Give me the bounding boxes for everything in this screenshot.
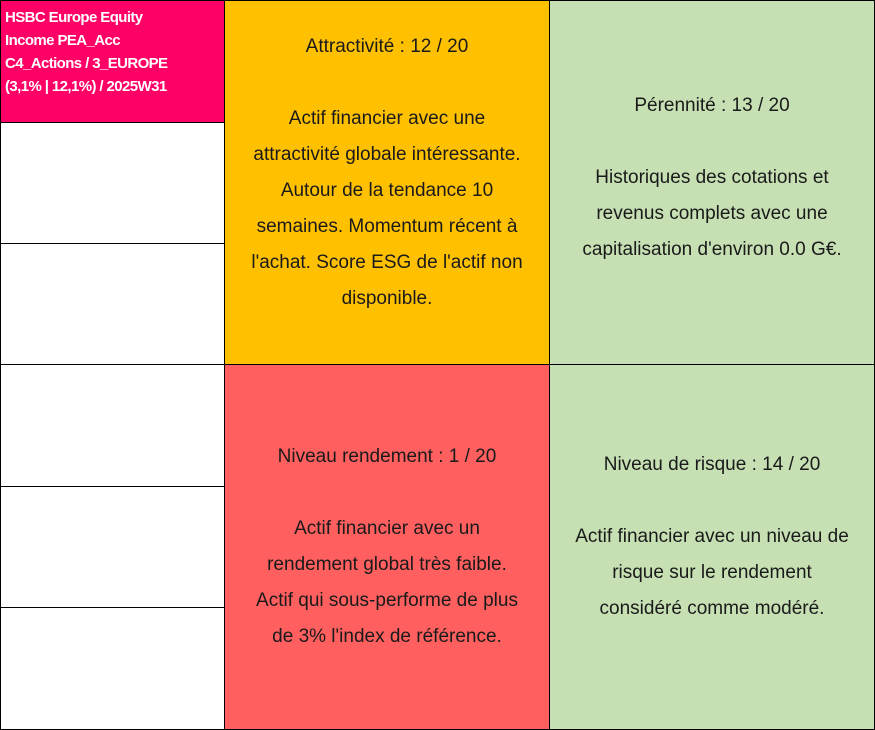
risque-card	[549, 364, 875, 730]
risque-description	[575, 519, 849, 627]
attractivite-title: Attractivité : 12 / 20	[305, 35, 469, 57]
blank-cell-5	[0, 607, 225, 730]
attractivite-line: Actif financier avec une	[288, 107, 486, 129]
risque-line: Actif financier avec un niveau de	[575, 526, 849, 547]
risque-line: risque sur le rendement	[612, 562, 812, 583]
perennite-card	[549, 0, 875, 365]
attractivite-card	[224, 0, 550, 365]
blank-cell-1	[0, 122, 225, 244]
rendement-line: de 3% l'index de référence.	[272, 626, 502, 647]
perennite-line: revenus complets avec une	[596, 202, 828, 224]
perennite-title: Pérennité : 13 / 20	[634, 94, 790, 116]
risque-line: considéré comme modéré.	[599, 598, 825, 619]
perennite-line: capitalisation d'environ 0.0 G€.	[582, 238, 842, 260]
rendement-line: Actif qui sous-performe de plus	[256, 590, 518, 611]
blank-cell-3	[0, 364, 225, 487]
rendement-line: Actif financier avec un	[294, 518, 480, 539]
fund-name-line-2: Income PEA_Acc	[5, 32, 120, 49]
rendement-line: rendement global très faible.	[267, 554, 507, 575]
fund-name-line-1: HSBC Europe Equity	[5, 9, 143, 26]
fund-category: C4_Actions / 3_EUROPE	[5, 55, 168, 72]
attractivite-description	[251, 101, 522, 317]
attractivite-line: disponible.	[341, 287, 433, 309]
blank-cell-4	[0, 486, 225, 608]
attractivite-line: l'achat. Score ESG de l'actif non	[251, 251, 523, 273]
blank-cell-2	[0, 243, 225, 365]
risque-title: Niveau de risque : 14 / 20	[603, 454, 821, 475]
attractivite-line: semaines. Momentum récent à	[256, 215, 518, 237]
rendement-title: Niveau rendement : 1 / 20	[277, 446, 497, 467]
fund-header	[0, 0, 225, 123]
attractivite-line: attractivité globale intéressante.	[253, 143, 521, 165]
fund-stats: (3,1% | 12,1%) / 2025W31	[5, 78, 167, 95]
attractivite-line: Autour de la tendance 10	[280, 179, 494, 201]
rendement-card	[224, 364, 550, 730]
rendement-description	[256, 511, 518, 655]
perennite-description	[582, 160, 841, 268]
perennite-line: Historiques des cotations et	[595, 166, 829, 188]
